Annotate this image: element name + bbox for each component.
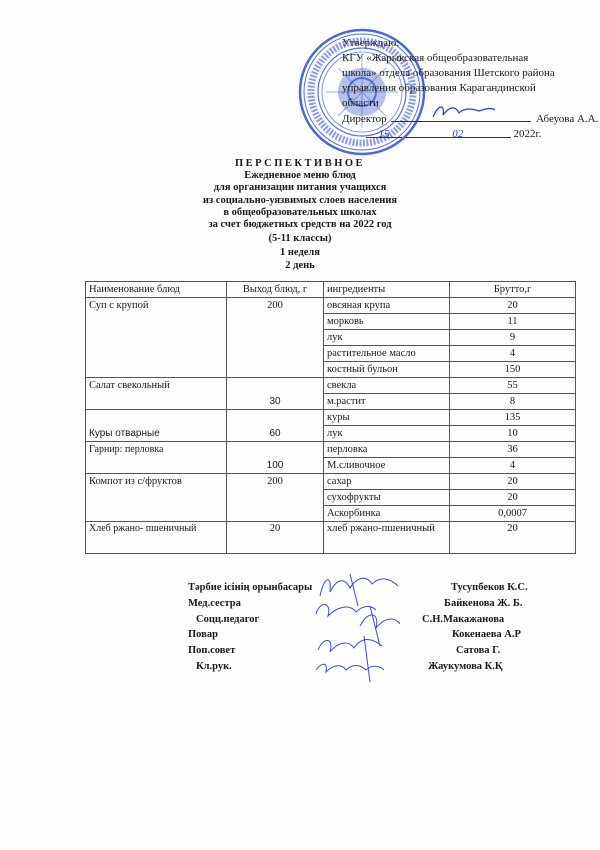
title-line: Ежедневное меню блюд xyxy=(244,170,356,182)
dish-name: Салат свекольный xyxy=(86,378,227,410)
ingredient-name: овсяная крупа xyxy=(324,298,450,314)
signature-row xyxy=(188,612,588,628)
director-signature-line xyxy=(391,111,531,122)
signature-role: Повар xyxy=(188,629,218,641)
signature-role: Тәрбие ісінің орынбасары xyxy=(188,582,313,593)
dish-name: Куры отварные xyxy=(86,410,227,442)
signature-row xyxy=(188,659,588,675)
ingredient-name: перловка xyxy=(324,442,450,458)
approval-heading: Утверждаю: xyxy=(342,37,400,49)
ingredient-name: Аскорбинка xyxy=(324,506,450,522)
ingredient-gross: 20 xyxy=(450,490,576,506)
ingredient-gross: 0,0007 xyxy=(450,506,576,522)
menu-table xyxy=(85,281,576,554)
title-main: ПЕРСПЕКТИВНОЕ xyxy=(234,158,366,169)
table-row xyxy=(86,378,576,394)
signature-role: Кл.рук. xyxy=(196,660,232,672)
ingredient-name: морковь xyxy=(324,314,450,330)
signature-name: Кокенаева А.Р xyxy=(452,629,521,641)
ingredient-gross: 4 xyxy=(450,458,576,474)
ingredient-name: сахар xyxy=(324,474,450,490)
ingredient-gross: 20 xyxy=(450,522,576,554)
title-grades: (5-11 классы) xyxy=(268,233,332,245)
ingredient-name: лук xyxy=(324,330,450,346)
ingredient-name: растительное масло xyxy=(324,346,450,362)
director-label: Директор xyxy=(342,113,387,125)
dish-yield: 20 xyxy=(227,522,324,554)
dish-yield: 60 xyxy=(227,410,324,442)
table-row xyxy=(86,442,576,458)
header-gross: Брутто,г xyxy=(450,282,576,298)
document-title xyxy=(100,158,500,272)
dish-name: Хлеб ржано- пшеничный xyxy=(86,522,227,554)
ingredient-name: М.сливочное xyxy=(324,458,450,474)
dish-yield: 200 xyxy=(227,474,324,522)
ingredient-name: свекла xyxy=(324,378,450,394)
director-signature-icon xyxy=(429,101,499,123)
signature-name: Байкенова Ж. Б. xyxy=(444,597,523,609)
signature-role: Соцц.педагог xyxy=(196,613,260,625)
date-month: 02 xyxy=(405,127,511,138)
signature-row xyxy=(188,627,588,643)
title-line: из социально-уязвимых слоев населения xyxy=(202,194,398,206)
date-day: 15 xyxy=(366,127,402,138)
signature-row xyxy=(188,643,588,659)
ingredient-name: лук xyxy=(324,426,450,442)
approval-block xyxy=(342,36,599,142)
header-ingredients: ингредиенты xyxy=(324,282,450,298)
approval-org-line: управления образования Карагандинской xyxy=(342,82,536,94)
ingredient-name: хлеб ржано-пшеничный xyxy=(324,522,450,554)
ingredient-gross: 8 xyxy=(450,394,576,410)
title-day: 2 день xyxy=(285,259,315,271)
table-header-row xyxy=(86,282,576,298)
ingredient-gross: 150 xyxy=(450,362,576,378)
dish-name: Гарнир: перловка xyxy=(86,442,227,474)
dish-yield: 100 xyxy=(227,442,324,474)
approval-org-line: области xyxy=(342,97,379,109)
signatures-block xyxy=(188,580,588,675)
signature-name: С.Н.Макажанова xyxy=(422,613,505,625)
approval-org-line: школа» отдела образования Шетского района xyxy=(342,67,555,79)
table-row xyxy=(86,298,576,314)
ingredient-gross: 4 xyxy=(450,346,576,362)
title-line: в общеобразовательных школах xyxy=(223,206,377,218)
signature-name: Жаукумова К.Қ xyxy=(428,660,503,672)
signature-row xyxy=(188,596,588,612)
signature-role: Поп.совет xyxy=(188,645,236,657)
ingredient-name: костный бульон xyxy=(324,362,450,378)
signature-role: Мед.сестра xyxy=(188,597,241,609)
ingredient-name: сухофрукты xyxy=(324,490,450,506)
table-row xyxy=(86,410,576,426)
header-dish: Наименование блюд xyxy=(86,282,227,298)
table-row xyxy=(86,522,576,554)
dish-yield: 200 xyxy=(227,298,324,378)
ingredient-name: куры xyxy=(324,410,450,426)
ingredient-gross: 135 xyxy=(450,410,576,426)
title-week: 1 неделя xyxy=(280,247,320,259)
ingredient-name: м.растит xyxy=(324,394,450,410)
dish-name: Суп с крупой xyxy=(86,298,227,378)
title-line: за счет бюджетных средств на 2022 год xyxy=(208,219,392,231)
director-name: Абеуова А.А. xyxy=(536,113,599,125)
dish-name: Компот из с/фруктов xyxy=(86,474,227,522)
ingredient-gross: 20 xyxy=(450,474,576,490)
ingredient-gross: 9 xyxy=(450,330,576,346)
ingredient-gross: 36 xyxy=(450,442,576,458)
ingredient-gross: 10 xyxy=(450,426,576,442)
header-yield: Выход блюд, г xyxy=(227,282,324,298)
ingredient-gross: 55 xyxy=(450,378,576,394)
signature-row xyxy=(188,580,588,596)
table-row xyxy=(86,474,576,490)
signature-name: Сатова Г. xyxy=(456,645,501,657)
ingredient-gross: 20 xyxy=(450,298,576,314)
dish-yield: 30 xyxy=(227,378,324,410)
approval-org-line: КГУ «Жарыкская общеобразовательная xyxy=(342,52,529,64)
signature-name: Тусупбеков К.С. xyxy=(451,582,528,593)
ingredient-gross: 11 xyxy=(450,314,576,330)
title-line: для организации питания учащихся xyxy=(213,182,387,194)
date-year: 2022г. xyxy=(513,128,542,140)
